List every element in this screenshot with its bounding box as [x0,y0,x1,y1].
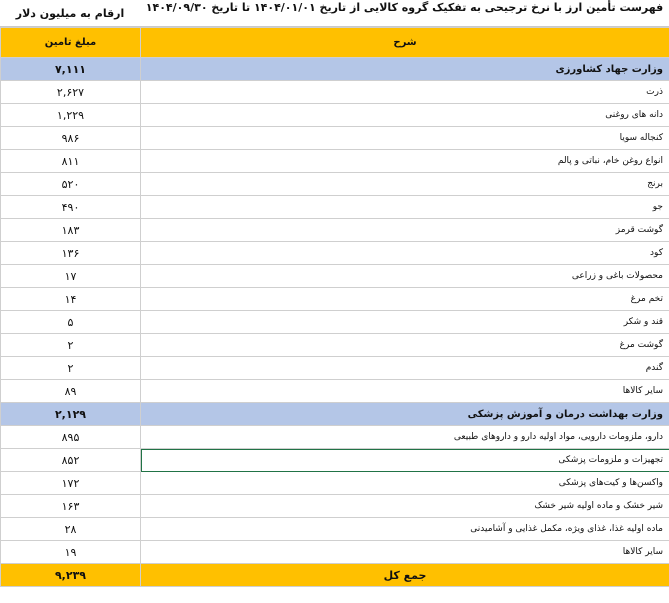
table-row [1,518,669,541]
table-title: فهرست تأمین ارز با نرخ ترجیحی به تفکیک گروه کالایی از تاریخ ۱۴۰۴/۰۱/۰۱ تا تاریخ ۱۴۰۴/۰۹/۳۰ [145,1,664,14]
item-amount-cell[interactable]: ۱۶۳ [1,495,141,518]
item-label-cell[interactable]: کود [141,242,669,265]
item-amount-cell[interactable]: ۲۸ [1,518,141,541]
item-amount-cell[interactable]: ۱,۲۲۹ [1,104,141,127]
item-amount-cell[interactable]: ۱۴ [1,288,141,311]
item-amount-cell[interactable]: ۱۳۶ [1,242,141,265]
table-row [1,288,669,311]
item-label-cell[interactable]: قند و شکر [141,311,669,334]
table-row [1,173,669,196]
table-row [1,357,669,380]
item-label-cell[interactable]: دانه های روغنی [141,104,669,127]
item-amount-cell[interactable]: ۱۸۳ [1,219,141,242]
table-row [1,104,669,127]
item-label-cell[interactable]: دارو، ملزومات دارویی، مواد اولیه دارو و داروهای طبیعی [141,426,669,449]
item-amount-cell[interactable]: ۲,۶۲۷ [1,81,141,104]
table-row [1,311,669,334]
item-label-cell[interactable]: محصولات باغی و زراعی [141,265,669,288]
table-row [1,472,669,495]
header-description[interactable]: شرح [141,28,669,58]
item-label-cell[interactable]: گندم [141,357,669,380]
table-row [1,265,669,288]
grand-total-label[interactable]: جمع کل [141,564,669,587]
item-label-cell[interactable]: گوشت قرمز [141,219,669,242]
item-amount-cell[interactable]: ۵ [1,311,141,334]
item-amount-cell[interactable]: ۲ [1,334,141,357]
item-label-cell[interactable]: تخم مرغ [141,288,669,311]
item-amount-cell[interactable]: ۴۹۰ [1,196,141,219]
item-amount-cell[interactable]: ۱۷۲ [1,472,141,495]
item-amount-cell[interactable]: ۵۲۰ [1,173,141,196]
table-row [1,334,669,357]
item-label-cell[interactable]: واکسن‌ها و کیت‌های پزشکی [141,472,669,495]
group-row [1,403,669,426]
item-amount-cell[interactable]: ۸۵۲ [1,449,141,472]
item-label-cell[interactable]: سایر کالاها [141,380,669,403]
group-name-cell[interactable]: وزارت بهداشت درمان و آموزش پزشکی [141,403,669,426]
table-row [1,380,669,403]
group-row [1,58,669,81]
table-row [1,150,669,173]
item-label-cell[interactable]: سایر کالاها [141,541,669,564]
group-name-cell[interactable]: وزارت جهاد کشاورزی [141,58,669,81]
title-bar [0,0,669,27]
table-row [1,219,669,242]
table-row [1,449,669,472]
table-row [1,541,669,564]
item-label-cell[interactable]: ماده اولیه غذا، غذای ویژه، مکمل غذایی و آشامیدنی [141,518,669,541]
item-label-cell[interactable]: برنج [141,173,669,196]
table-row [1,495,669,518]
item-amount-cell[interactable]: ۲ [1,357,141,380]
group-total-cell[interactable]: ۲,۱۲۹ [1,403,141,426]
item-amount-cell[interactable]: ۸۱۱ [1,150,141,173]
item-label-cell[interactable]: تجهیزات و ملزومات پزشکی [141,449,669,472]
item-amount-cell[interactable]: ۸۹ [1,380,141,403]
item-amount-cell[interactable]: ۱۹ [1,541,141,564]
table-row [1,242,669,265]
item-amount-cell[interactable]: ۱۷ [1,265,141,288]
header-amount[interactable]: مبلغ تامین [1,28,141,58]
item-label-cell[interactable]: جو [141,196,669,219]
item-label-cell[interactable]: ذرت [141,81,669,104]
unit-note: ارقام به میلیون دلار [15,7,125,20]
table-row [1,127,669,150]
item-label-cell[interactable]: کنجاله سویا [141,127,669,150]
table-row [1,426,669,449]
grand-total-amount[interactable]: ۹,۲۳۹ [1,564,141,587]
item-label-cell[interactable]: انواع روغن خام، نباتی و پالم [141,150,669,173]
allocation-table [0,27,669,587]
header-row [1,28,669,58]
table-row [1,81,669,104]
table-row [1,196,669,219]
table-body [1,58,669,587]
grand-total-row [1,564,669,587]
item-label-cell[interactable]: گوشت مرغ [141,334,669,357]
item-amount-cell[interactable]: ۹۸۶ [1,127,141,150]
item-amount-cell[interactable]: ۸۹۵ [1,426,141,449]
group-total-cell[interactable]: ۷,۱۱۱ [1,58,141,81]
item-label-cell[interactable]: شیر خشک و ماده اولیه شیر خشک [141,495,669,518]
